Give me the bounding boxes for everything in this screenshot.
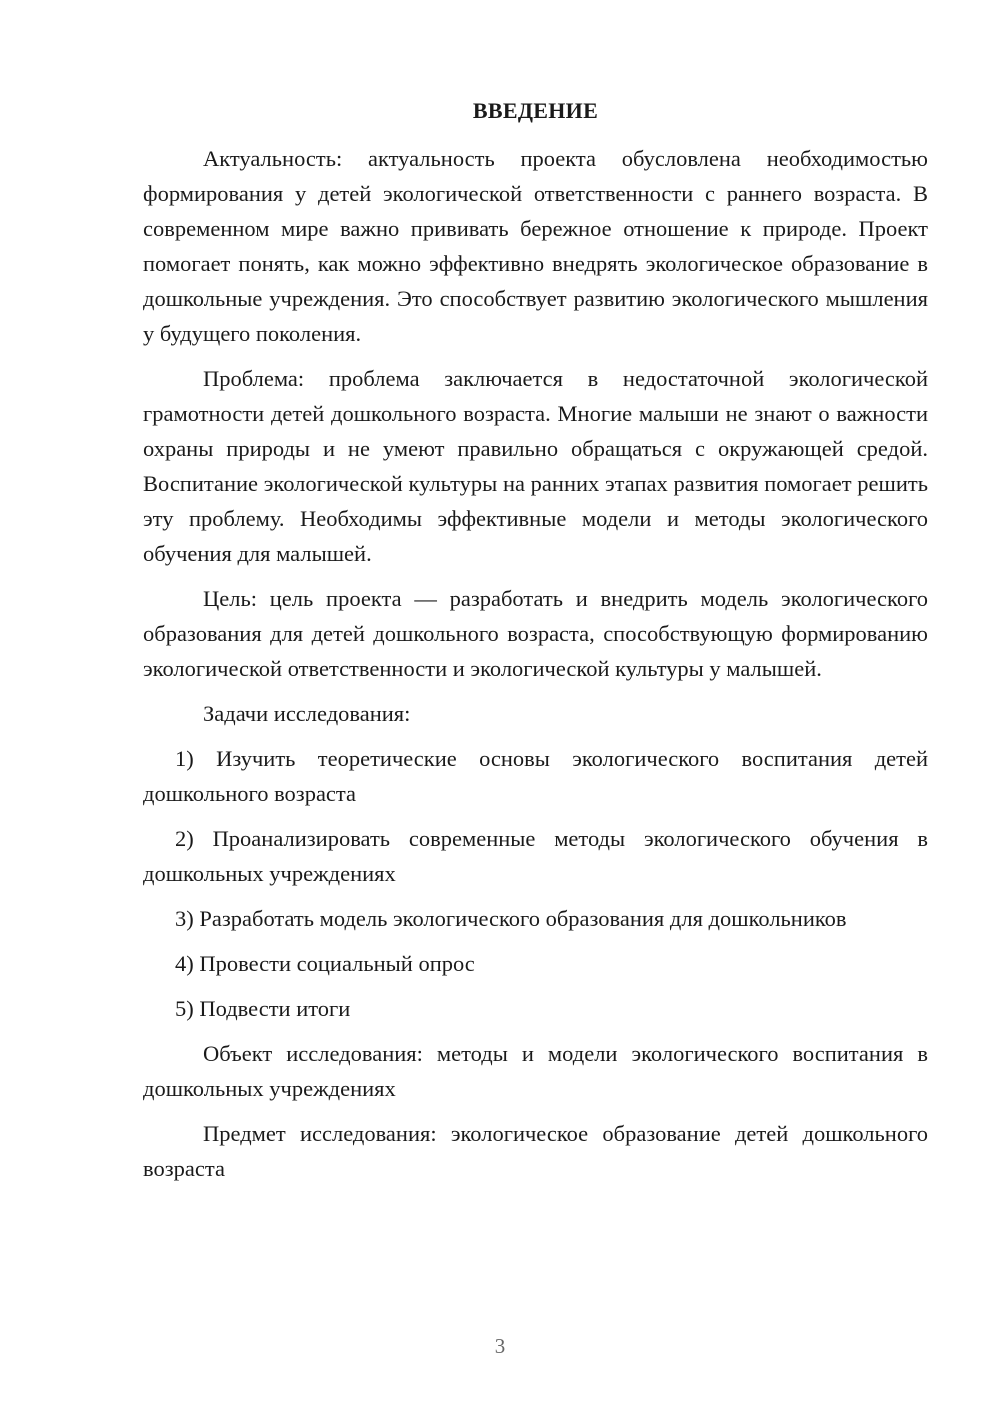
task-item: 3) Разработать модель экологического образования для дошкольников — [175, 906, 847, 931]
page-number: 3 — [494, 1334, 506, 1358]
paragraph-relevance: Актуальность: актуальность проекта обусловлена необходимостью формирования у детей экологической ответственности с раннего возраста. В современном мире важно прививать бережное отношение к природе. Проект помогает понять, как можно эффективно внедрять экологическое образование в дошкольные учреждения. Это способствует развитию экологического мышления у будущего поколения. — [143, 146, 928, 346]
task-item: 2) Проанализировать современные методы экологического обучения в дошкольных учреждениях — [143, 826, 928, 886]
paragraph-tasks-heading: Задачи исследования: — [203, 701, 411, 726]
paragraph-problem: Проблема: проблема заключается в недостаточной экологической грамотности детей дошкольного возраста. Многие малыши не знают о важности охраны природы и не умеют правильно обращаться с окружающей средой. Воспитание экологической культуры на ранних этапах развития помогает решить эту проблему. Необходимы эффективные модели и методы экологического обучения для малышей. — [143, 366, 928, 566]
task-item: 5) Подвести итоги — [175, 996, 351, 1021]
document-page — [143, 96, 928, 1196]
paragraph-object: Объект исследования: методы и модели экологического воспитания в дошкольных учреждениях — [143, 1041, 928, 1101]
paragraph-subject: Предмет исследования: экологическое образование детей дошкольного возраста — [143, 1121, 928, 1181]
task-item: 1) Изучить теоретические основы экологического воспитания детей дошкольного возраста — [143, 746, 928, 806]
paragraph-goal: Цель: цель проекта — разработать и внедрить модель экологического образования для детей дошкольного возраста, способствующую формированию экологической ответственности и экологической культуры у малышей. — [143, 586, 928, 681]
task-item: 4) Провести социальный опрос — [175, 951, 475, 976]
page-title: ВВЕДЕНИЕ — [472, 98, 599, 123]
